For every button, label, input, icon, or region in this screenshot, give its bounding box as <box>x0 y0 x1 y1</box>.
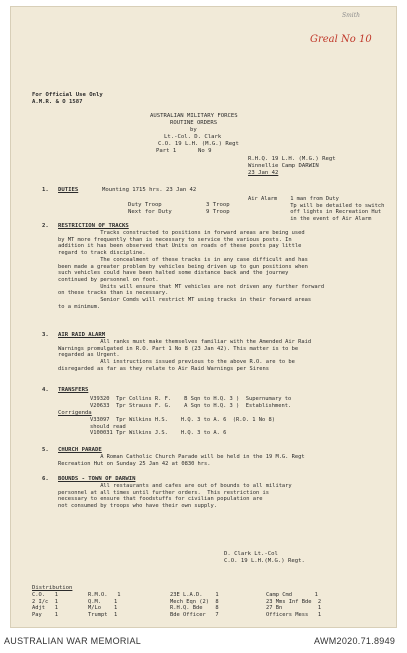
heading-line-4: Lt.-Col. D. Clark <box>164 134 222 140</box>
air-alarm-note: Air Alarm 1 man from Duty Tp will be detailed to switch off lights in Recreation Hut in the event of Air Alarm <box>248 196 385 223</box>
heading-line-2: ROUTINE ORDERS <box>170 120 218 126</box>
unit-line-1: R.H.Q. 19 L.H. (M.G.) Regt <box>248 156 336 162</box>
item-2-title: RESTRICTION OF TRACKS <box>58 223 129 229</box>
signature-line-2: C.O. 19 L.H.(M.G.) Regt. <box>224 558 305 564</box>
signature-line-1: D. Clark Lt.-Col <box>224 551 278 557</box>
heading-part: Part 1 <box>156 148 177 154</box>
transfer-rows: V39320 Tpr Collins R. F. B Sqn to H.Q. 3 ) Supernumary to V20633 Tpr Strauss F. G. A Sqn to H.Q. 3 ) Establishment. <box>90 396 292 409</box>
item-3-title: AIR RAID ALARM <box>58 332 106 338</box>
corrigenda-rows: V33097 Tpr Wilkins H.S. H.Q. 3 to A. 6 (R.O. 1 No 8) should read V100031 Tpr Wilkins J.S. H.Q. 3 to A. 6 <box>90 417 275 437</box>
distribution-title: Distribution <box>32 585 73 591</box>
heading-number: No 9 <box>198 148 212 154</box>
item-1-text: Mounting 1715 hrs. 23 Jan 42 <box>102 187 197 193</box>
item-5-number: 5. <box>42 447 49 453</box>
duty-value-1: 3 Troop <box>206 202 230 208</box>
classification-line-1: For Official Use Only <box>32 92 103 98</box>
unit-line-2: Winnellie Camp DARWIN <box>248 163 319 169</box>
distribution-col-4: Camp Cmd 1 23 Mms Inf Bde 2 27 Bn 1 Officers Mess 1 <box>266 592 322 619</box>
archive-footer <box>0 630 407 653</box>
unit-date: 23 Jan 42 <box>248 170 279 176</box>
archive-reference: AWM2020.71.8949 <box>314 636 396 646</box>
item-6-title: BOUNDS - TOWN OF DARWIN <box>58 476 136 482</box>
duty-value-2: 9 Troop <box>206 209 230 215</box>
item-3-number: 3. <box>42 332 49 338</box>
corrigenda-label: Corrigenda <box>58 410 92 416</box>
classification-line-2: A.M.R. & O 1587 <box>32 99 83 105</box>
item-5-title: CHURCH PARADE <box>58 447 102 453</box>
item-2-number: 2. <box>42 223 49 229</box>
heading-line-1: AUSTRALIAN MILITARY FORCES <box>150 113 238 119</box>
archive-name: AUSTRALIAN WAR MEMORIAL <box>4 636 142 646</box>
item-5-body: A Roman Catholic Church Parade will be held in the 19 M.G. Regt Recreation Hut on Sunday 25 Jan 42 at 0830 hrs. <box>58 454 305 467</box>
item-6-body: All restaurants and cafes are out of bounds to all military personnel at all times until further orders. This restriction is necessary to ensure that foodstuffs for civilian population are not consumed by troops who have their own supply. <box>58 483 292 510</box>
distribution-col-1: C.O. 1 2 I/c 1 Adjt 1 Pay 1 <box>32 592 58 619</box>
document-page <box>10 6 397 628</box>
item-4-title: TRANSFERS <box>58 387 89 393</box>
item-1-number: 1. <box>42 187 49 193</box>
heading-line-5: C.O. 19 L.H. (M.G.) Regt <box>158 141 239 147</box>
item-6-number: 6. <box>42 476 49 482</box>
distribution-col-2: R.M.O. 1 Q.M. 1 M/Lo 1 Trumpt 1 <box>88 592 121 619</box>
duty-label-2: Next for Duty <box>128 209 172 215</box>
item-2-body: Tracks constructed to positions in forward areas are being used by MT more frequently than is necessary to service the various posts. In addition it has been observed that Units on roads of these posts pay little regard to track discipline. The concealment of these tracks is in any case difficult and has been made a greater problem by vehicles being driven up to gun positions when such vehicles could have been halted some distance back and the journey continued by personnel on foot. Units will ensure that MT vehicles are not driven any further forward on these tracks than is necessary. Senior Comds will restrict MT using tracks in their forward areas to a minimum. <box>58 230 325 310</box>
handwritten-reference: Greal No 10 <box>310 34 372 45</box>
duty-label-1: Duty Troop <box>128 202 162 208</box>
pencil-annotation: Smith <box>342 12 360 19</box>
item-4-number: 4. <box>42 387 49 393</box>
distribution-col-3: 23E L.A.D. 1 Mech Eqn (2) 8 R.H.Q. Bde 8 Bde Officer 7 <box>170 592 219 619</box>
item-3-body: All ranks must make themselves familiar with the Amended Air Raid Warnings promulgated in R.O. Part 1 No 8 (23 Jan 42). This matter is to be regarded as Urgent. All instructions issued previous to the above R.O. are to be disregarded as far as they relate to Air Raid Warnings per Sirens <box>58 339 312 372</box>
item-1-title: DUTIES <box>58 187 79 193</box>
heading-line-3: by <box>190 127 197 133</box>
